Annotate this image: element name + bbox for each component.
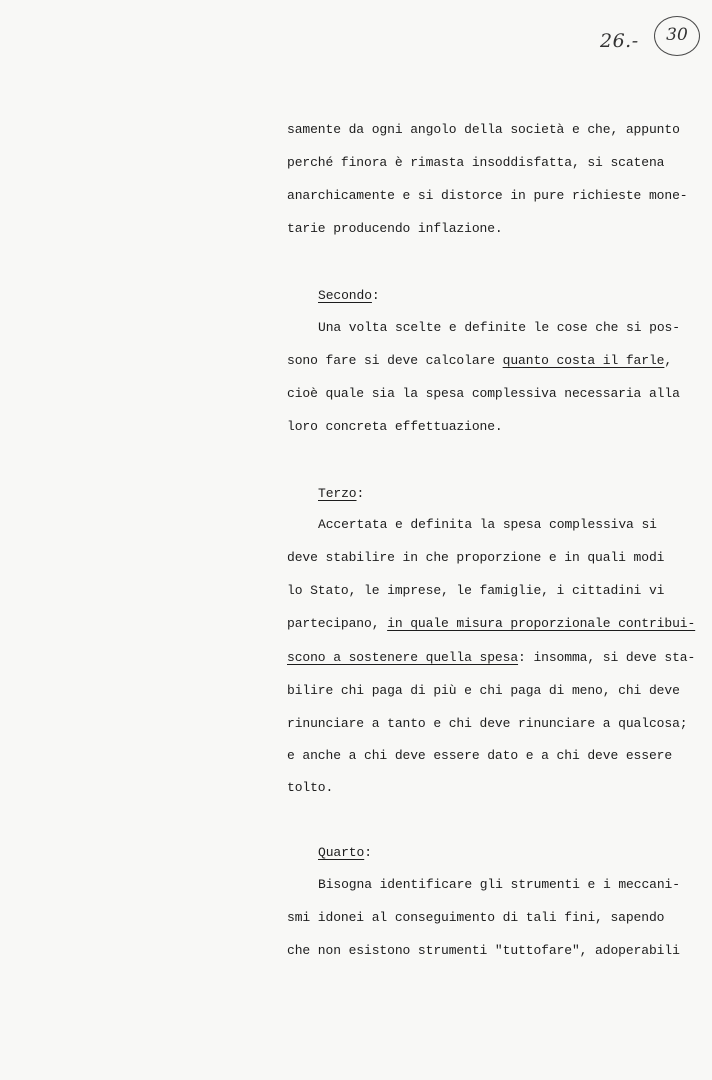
underlined-phrase: quanto costa il farle — [502, 353, 665, 368]
underlined-phrase: scono a sostenere quella spesa — [287, 650, 519, 665]
text-line: smi idonei al conseguimento di tali fini, sapendo — [287, 910, 665, 925]
text-line: rinunciare a tanto e chi deve rinunciare a qualcosa; — [287, 716, 688, 731]
text-line: Una volta scelte e definite le cose che si pos- — [318, 320, 680, 335]
section-heading-terzo: Terzo: — [318, 486, 365, 501]
text-line: perché finora è rimasta insoddisfatta, si scatena — [287, 155, 665, 170]
text-line: anarchicamente e si distorce in pure richieste mone- — [287, 188, 688, 203]
section-heading-quarto: Quarto: — [318, 845, 372, 860]
page-number: 26.- — [600, 30, 639, 52]
text-line: sono fare si deve calcolare quanto costa il farle, — [287, 353, 673, 368]
text-line: Accertata e definita la spesa complessiva si — [318, 517, 657, 532]
text-line: scono a sostenere quella spesa: insomma, si deve sta- — [287, 650, 696, 665]
text-line: e anche a chi deve essere dato e a chi deve essere — [287, 748, 673, 763]
text-line: deve stabilire in che proporzione e in quali modi — [287, 550, 665, 565]
text-line: tarie producendo inflazione. — [287, 221, 503, 236]
text-line: partecipano, in quale misura proporzionale contribui- — [287, 616, 696, 631]
text-line: tolto. — [287, 780, 334, 795]
section-heading-secondo: Secondo: — [318, 288, 380, 303]
text-line: che non esistono strumenti "tuttofare", adoperabili — [287, 943, 680, 958]
text-line: Bisogna identificare gli strumenti e i meccani- — [318, 877, 680, 892]
text-line: samente da ogni angolo della società e che, appunto — [287, 122, 680, 137]
text-line: cioè quale sia la spesa complessiva necessaria alla — [287, 386, 680, 401]
underlined-phrase: in quale misura proporzionale contribui- — [387, 616, 696, 631]
text-line: loro concreta effettuazione. — [287, 419, 503, 434]
archive-stamp: 30 — [654, 16, 700, 56]
text-line: bilire chi paga di più e chi paga di meno, chi deve — [287, 683, 680, 698]
text-line: lo Stato, le imprese, le famiglie, i cittadini vi — [287, 583, 665, 598]
